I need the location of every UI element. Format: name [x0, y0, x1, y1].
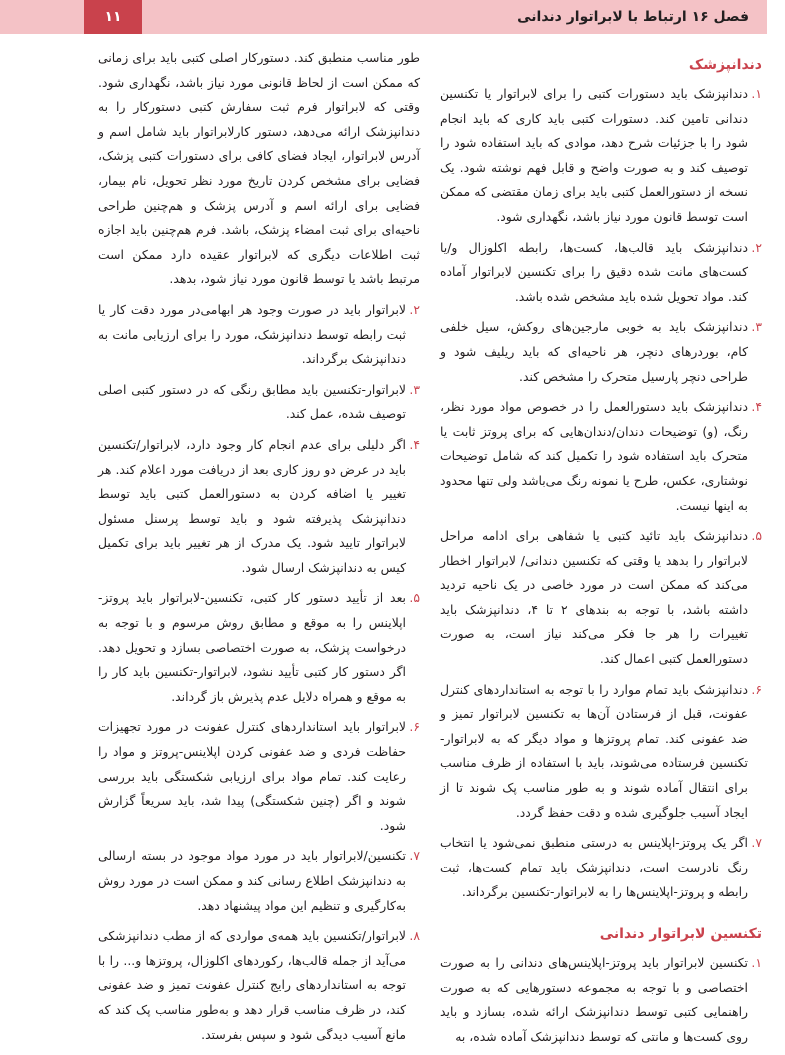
item-text: تکنسین لابراتوار باید پروتز-اپلاینس‌های دندانی را به صورت اختصاصی و با توجه به مجموعه دستورهایی که به صورت راهنمایی کتبی توسط دندانپزشک ارائه شده، بسازد و باید روی کست‌ها و مانتی که توسط دندانپزشک آماده شده، به — [440, 955, 748, 1044]
item-text: بعد از تأیید دستور کار کتبی، تکنسین-لابراتوار باید پروتز-اپلاینس را به موقع و مطابق روش مرسوم و با توجه به درخواست پزشک، به صورت اختصاصی بسازد و تحویل دهد. اگر دستور کار کتبی تأیید نشود، لابراتوار-تکنسین باید کار را به موقع و همراه دلایل عدم پذیرش باز گرداند. — [98, 590, 406, 704]
page-number-badge: ۱۱ — [84, 0, 142, 34]
list-item — [440, 524, 762, 672]
item-number: ۱. — [751, 955, 762, 970]
item-number: ۳. — [409, 381, 420, 397]
item-number: ۶. — [751, 681, 762, 697]
list-item — [440, 395, 762, 518]
item-text: لابراتوار-تکنسین باید مطابق رنگی که در دستور کتبی اصلی توصیف شده، عمل کند. — [98, 381, 406, 422]
page-header — [0, 0, 767, 34]
list-item — [98, 586, 420, 709]
item-number: ۲. — [751, 239, 762, 255]
list-item — [98, 715, 420, 838]
dentist-list — [440, 82, 762, 905]
list-item — [440, 82, 762, 230]
item-text: دندانپزشک باید تائید کتبی یا شفاهی برای ادامه مراحل لابراتوار را بدهد یا وقتی که تکنسین دندانی/ لابراتوار اخطار می‌کند که ممکن است در مورد خاصی در یک ناحیه تردید داشته باشد، با توجه به بندهای ۲ تا ۴، دندانپزشک باید تغییرات را هر جا فکر می‌کند نیاز است، به صورت دستورالعمل کتبی اعمال کند. — [440, 528, 748, 667]
list-item — [440, 951, 762, 1049]
list-item — [440, 831, 762, 905]
item-number: ۴. — [751, 399, 762, 415]
item-number: ۵. — [409, 590, 420, 606]
lab-technician-list-continued — [98, 298, 420, 1047]
list-item — [98, 298, 420, 372]
continued-paragraph: طور مناسب منطبق کند. دستورکار اصلی کتبی باید برای زمانی که ممکن است از لحاظ قانونی مورد نیاز باشد، نگهداری شود. وقتی که لابراتوار فرم ثبت سفارش کتبی دستورکار را به دندانپزشک ارائه می‌دهد، دستور کارلابراتوار باید شامل اسم و آدرس لابراتوار، ایجاد فضای کافی برای دستورات کتبی پزشک، فضایی برای مشخص کردن تاریخ مورد نظر تحویل، نام بیمار، فضایی برای ارائه اسم و آدرس پزشک و هم‌چنین طراحی ناحیه‌ای برای ثبت امضاء پزشک، باشد. فرم هم‌چنین باید اجازه ثبت اطلاعات دیگری که لابراتوار عقیده دارد ممکن است مرتبط باشد یا توسط قانون مورد نیاز شود، بدهد. — [98, 50, 420, 287]
list-item — [440, 236, 762, 310]
item-text: دندانپزشک باید تمام موارد را با توجه به استانداردهای کنترل عفونت، قبل از فرستادن آن‌ها به تکنسین لابراتوار تمیز و ضد عفونی کند. تمام پروتزها و مواد دیگر که به لابراتوار-تکنسین فرستاده می‌شوند، باید با استفاده از ظرف مناسب برای انتقال آماده شوند و به طور مناسب پک شوند تا از ایجاد آسیب جلوگیری شده و دقت حفظ گردد. — [440, 681, 748, 820]
item-text: لابراتوار باید در صورت وجود هر ابهامی‌در مورد دقت کار یا ثبت رابطه توسط دندانپزشک، مورد را برای ارزیابی مانت به دندانپزشک برگرداند. — [98, 301, 406, 367]
item-number: ۶. — [409, 719, 420, 735]
item-number: ۳. — [751, 319, 762, 335]
item-number: ۴. — [409, 436, 420, 452]
item-text: دندانپزشک باید دستورات کتبی را برای لابراتوار یا تکنسین دندانی تامین کند. دستورات کتبی باید کاری که باید انجام شود را با جزئیات شرح دهد، موادی که باید استفاده شود را توصیف کند و به صورت واضح و قابل فهم نوشته شود. یک نسخه از دستورالعمل کتبی باید برای زمان مقتضی که ممکن است توسط قانون مورد نیاز باشد، نگهداری شود. — [440, 86, 748, 224]
item-text: اگر دلیلی برای عدم انجام کار وجود دارد، لابراتوار/تکنسین باید در عرض دو روز کاری بعد از دریافت مورد اعلام کند. هر تغییر یا اضافه کردن به دستورالعمل کتبی باید توسط دندانپزشک پذیرفته شود و باید توسط پرسنل مسئول لابراتوار تایید شود. یک مدرک از هر تغییر باید برای تکمیل کیس به دندانپزشک ارسال شود. — [98, 436, 406, 575]
list-item — [98, 378, 420, 427]
list-item — [98, 433, 420, 581]
list-item — [98, 924, 420, 1047]
right-column — [440, 46, 762, 1055]
item-number: ۲. — [409, 301, 420, 317]
chapter-title: فصل ۱۶ ارتباط با لابراتوار دندانی — [517, 9, 749, 25]
item-number: ۱. — [751, 86, 762, 101]
item-number: ۷. — [409, 848, 420, 864]
item-text: لابراتوار باید استانداردهای کنترل عفونت در مورد تجهیزات حفاظت فردی و ضد عفونی کردن اپلاینس-پروتز و مواد را رعایت کند. تمام مواد برای ارزیابی شکستگی باید بررسی شوند و اگر (چنین شکستگی) پیدا شد، باید سریعاً گزارش شود. — [98, 719, 406, 833]
item-text: دندانپزشک باید دستورالعمل را در خصوص مواد مورد نظر، رنگ، (و) توضیحات دندان/دندان‌هایی که برای پروتز ثابت یا متحرک باید استفاده شود را تکمیل کند که شامل توضیحات نوشتاری، عکس، طرح یا نمونه رنگ می‌باشد ولی تنها محدود به اینها نیست. — [440, 399, 748, 513]
lab-technician-list — [440, 951, 762, 1049]
item-number: ۷. — [751, 835, 762, 851]
item-number: ۵. — [751, 528, 762, 544]
section-heading-dentist: دندانپزشک — [688, 57, 762, 73]
item-text: دندانپزشک باید به خوبی مارجین‌های روکش، سیل خلفی کام، بوردرهای دنچر، هر ناحیه‌ای که باید ریلیف شود و طراحی دنچر پارسیل متحرک را مشخص کند. — [440, 319, 748, 384]
list-item — [440, 678, 762, 826]
item-text: لابراتوار/تکنسین باید همه‌ی مواردی که از مطب دندانپزشکی می‌آید از جمله قالب‌ها، رکوردهای اکلوزال، پروتزها و... را با توجه به استانداردهای رایج کنترل عفونت تمیز و ضد عفونی کند، در ظرف مناسب قرار دهد و به‌طور مناسب پک کند که مانع آسیب دیدگی شود و سپس بفرستد. — [98, 928, 406, 1042]
left-column — [98, 46, 420, 1053]
section-heading-lab-technician: تکنسین لابراتوار دندانی — [599, 926, 762, 942]
list-item — [98, 844, 420, 918]
item-number: ۸. — [409, 928, 420, 944]
list-item — [440, 315, 762, 389]
item-text: تکنسین/لابراتوار باید در مورد مواد موجود در بسته ارسالی به دندانپزشک اطلاع رسانی کند و ممکن است در مورد روش به‌کارگیری و تنظیم این مواد پیشنهاد دهد. — [98, 848, 406, 913]
item-text: دندانپزشک باید قالب‌ها، کست‌ها، رابطه اکلوزال و/یا کست‌های مانت شده دقیق را برای تکنسین لابراتوار آماده کند. مواد تحویل شده باید مشخص شده باشد. — [440, 239, 748, 304]
item-text: اگر یک پروتز-اپلاینس به درستی منطبق نمی‌شود یا انتخاب رنگ نادرست است، دندانپزشک باید تمام کست‌ها، ثبت رابطه و پروتز-اپلاینس‌ها را به لابراتوار-تکنسین برگرداند. — [440, 835, 748, 900]
